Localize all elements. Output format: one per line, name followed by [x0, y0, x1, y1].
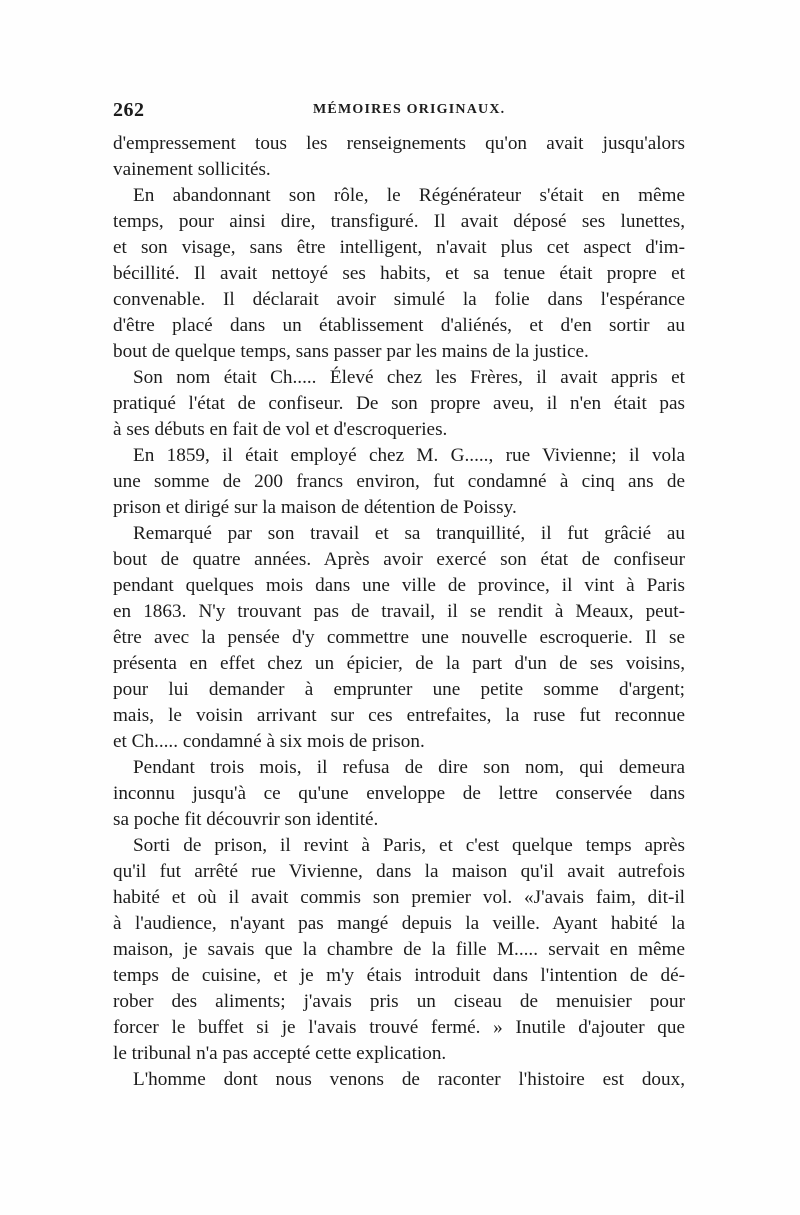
text-line: en 1863. N'y trouvant pas de travail, il se rendit à Meaux, peut- — [113, 601, 685, 622]
text-line: rober des aliments; j'avais pris un ciseau de menuisier pour — [113, 991, 685, 1012]
text-line: inconnu jusqu'à ce qu'une enveloppe de lettre conservée dans — [113, 783, 685, 804]
text-line: prison et dirigé sur la maison de détention de Poissy. — [113, 497, 517, 518]
text-line: qu'il fut arrêté rue Vivienne, dans la maison qu'il avait autrefois — [113, 861, 685, 882]
text-line: convenable. Il déclarait avoir simulé la folie dans l'espérance — [113, 289, 685, 310]
text-line: une somme de 200 francs environ, fut condamné à cinq ans de — [113, 471, 685, 492]
body-text — [113, 131, 685, 1093]
text-line: pratiqué l'état de confiseur. De son propre aveu, il n'en était pas — [113, 393, 685, 414]
text-line: sa poche fit découvrir son identité. — [113, 809, 379, 830]
text-line: bécillité. Il avait nettoyé ses habits, et sa tenue était propre et — [113, 263, 685, 284]
text-line: d'être placé dans un établissement d'aliénés, et d'en sortir au — [113, 315, 685, 336]
text-line: Son nom était Ch..... Élevé chez les Frères, il avait appris et — [133, 367, 685, 388]
text-line: temps de cuisine, et je m'y étais introduit dans l'intention de dé- — [113, 965, 685, 986]
text-line: maison, je savais que la chambre de la fille M..... servait en même — [113, 939, 685, 960]
text-line: vainement sollicités. — [113, 159, 271, 180]
text-line: Remarqué par son travail et sa tranquillité, il fut grâcié au — [133, 523, 685, 544]
text-line: présenta en effet chez un épicier, de la part d'un de ses voisins, — [113, 653, 685, 674]
running-title: MÉMOIRES ORIGINAUX. — [313, 102, 506, 117]
text-line: habité et où il avait commis son premier vol. «J'avais faim, dit-il — [113, 887, 685, 908]
text-line: Sorti de prison, il revint à Paris, et c'est quelque temps après — [133, 835, 685, 856]
text-line: pour lui demander à emprunter une petite somme d'argent; — [113, 679, 685, 700]
running-head — [113, 99, 685, 125]
text-line: Pendant trois mois, il refusa de dire son nom, qui demeura — [133, 757, 685, 778]
text-line: pendant quelques mois dans une ville de province, il vint à Paris — [113, 575, 685, 596]
text-line: bout de quatre années. Après avoir exercé son état de confiseur — [113, 549, 685, 570]
text-line: bout de quelque temps, sans passer par les mains de la justice. — [113, 341, 589, 362]
text-line: temps, pour ainsi dire, transfiguré. Il avait déposé ses lunettes, — [113, 211, 685, 232]
text-line: En abandonnant son rôle, le Régénérateur s'était en même — [133, 185, 685, 206]
page-number: 262 — [113, 99, 145, 121]
text-line: et son visage, sans être intelligent, n'avait plus cet aspect d'im- — [113, 237, 685, 258]
text-line: être avec la pensée d'y commettre une nouvelle escroquerie. Il se — [113, 627, 685, 648]
text-line: à ses débuts en fait de vol et d'escroqueries. — [113, 419, 448, 440]
text-line: à l'audience, n'ayant pas mangé depuis la veille. Ayant habité la — [113, 913, 685, 934]
text-line: En 1859, il était employé chez M. G....., rue Vivienne; il vola — [133, 445, 685, 466]
text-line: L'homme dont nous venons de raconter l'histoire est doux, — [133, 1069, 685, 1090]
text-line: et Ch..... condamné à six mois de prison. — [113, 731, 425, 752]
text-line: forcer le buffet si je l'avais trouvé fermé. » Inutile d'ajouter que — [113, 1017, 685, 1038]
text-line: d'empressement tous les renseignements qu'on avait jusqu'alors — [113, 133, 685, 154]
text-line: le tribunal n'a pas accepté cette explication. — [113, 1043, 447, 1064]
text-line: mais, le voisin arrivant sur ces entrefaites, la ruse fut reconnue — [113, 705, 685, 726]
